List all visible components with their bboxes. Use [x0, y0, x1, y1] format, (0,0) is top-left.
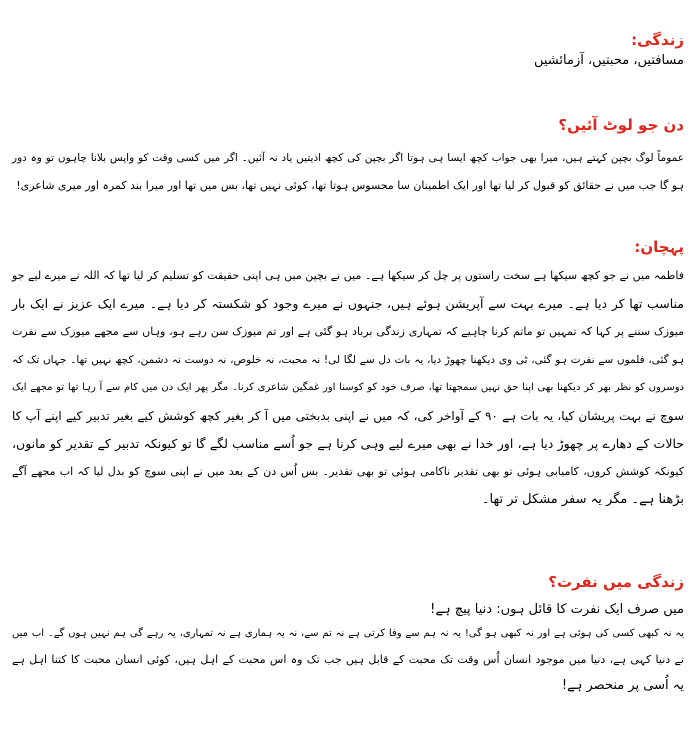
paragraph-line: یہ اُسی پر منحصر ہے! [561, 678, 684, 693]
paragraph-line: میوزک سننے پر کہا کہ تمہیں تو ماتم کرنا چاہیے کہ تمہاری زندگی برباد ہو گئی ہے اور تم میوزک سن رہے ہو، وہاں سے مجھے میوزک سے نفرت [12, 325, 684, 338]
section-heading-life: زندگی: [631, 31, 684, 49]
section-heading-identity: پہچان: [634, 238, 684, 256]
paragraph-line: فاطمہ میں نے جو کچھ سیکھا ہے سخت راستوں پر چل کر سیکھا ہے۔ میں نے بچپن میں ہی اپنی حقیقت کو تسلیم کر لیا تھا کہ اللہ نے میرے لیے جو [12, 269, 684, 282]
paragraph-line: بڑھنا ہے۔ مگر یہ سفر مشکل تر تھا۔ [481, 492, 684, 507]
paragraph-line: سوچ نے بہت پریشان کیا، یہ بات ہے ۹۰ کے آواخر کی، کہ میں نے اپنی بدبختی میں آ کر بغیر کچھ کوشش کیے بغیر تدبیر کیے اپنے آپ کا [12, 409, 684, 423]
paragraph-line: حالات کے دھارے پر چھوڑ دیا ہے، اور خدا نے بھی میرے لیے وہی کرنا ہے جو اُسے مناسب لگے گا تو کیونکہ تدبیر کے تقدیر کو مانوں، [12, 436, 684, 451]
paragraph-line: کیونکہ کوشش کروں، کامیابی ہوئی تو بھی تقدیر ناکامی ہوئی تو بھی تقدیر۔ بس اُس دن کے بعد میں نے اپنی سوچ کو بدل لیا کہ اب مجھے آگے [12, 465, 684, 478]
section-heading-days: دن جو لوٹ آئیں؟ [558, 116, 684, 134]
section-heading-hatred: زندگی میں نفرت؟ [548, 573, 684, 591]
paragraph-line: دوسروں کو نظر بھر کر دیکھنا بھی اپنا حق نہیں سمجھتا تھا، صرف خود کو کوسنا اور غمگین شاعری کرنا۔ مگر پھر ایک دن میں کام سے آ رہا تھا تو مجھے ایک [12, 382, 684, 393]
paragraph-line: یہ نہ کبھی کسی کی ہوئی ہے اور نہ کبھی ہو گی! یہ نہ ہم سے وفا کرتی ہے نہ تم سے، نہ یہ ہماری ہے نہ تمہاری، یہ رہے گی ہم نہیں ہوں گے۔ اب میں [12, 628, 684, 639]
paragraph-line: عموماً لوگ بچپن کہتے ہیں، میرا بھی جواب کچھ ایسا ہی ہوتا اگر بچپن کی کچھ اذیتیں یاد نہ آئیں۔ اگر میں کسی وقت کو واپس بلانا چاہوں تو وہ دور [12, 152, 684, 164]
paragraph-line: میں صرف ایک نفرت کا قائل ہوں: دنیا پیچ ہے! [430, 602, 684, 617]
section-text-life: مسافتیں، محبتیں، آزمائشیں [533, 53, 684, 68]
paragraph-line: مناسب تھا کر دیا ہے۔ میرے بہت سے آپریشن ہوئے ہیں، جنہوں نے میرے وجود کو شکستہ کر دیا ہے۔ میرے ایک عزیز نے ایک بار [12, 296, 684, 311]
paragraph-line: ہو گئی، فلموں سے نفرت ہو گئی، ٹی وی دیکھنا چھوڑ دیا، یہ بات دل سے لگا لی! نہ محبت، نہ خلوص، نہ دوست نہ دشمن، کچھ نہیں تھا۔ جہاں تک کہ [12, 354, 684, 366]
paragraph-line: نے دنیا کہی ہے، دنیا میں موجود انسان اُس وقت تک محبت کے قابل ہیں جب تک وہ اس محبت کے اہل ہیں، کوئی انسان محبت کا کتنا اہل ہے [12, 653, 684, 666]
paragraph-line: ہو گا جب میں نے حقائق کو قبول کر لیا تھا اور ایک اطمینان سا محسوس ہوتا تھا، کوئی نہیں تھا، بس میں تھا اور میرا بند کمرہ اور میری شاعری! [16, 179, 684, 192]
